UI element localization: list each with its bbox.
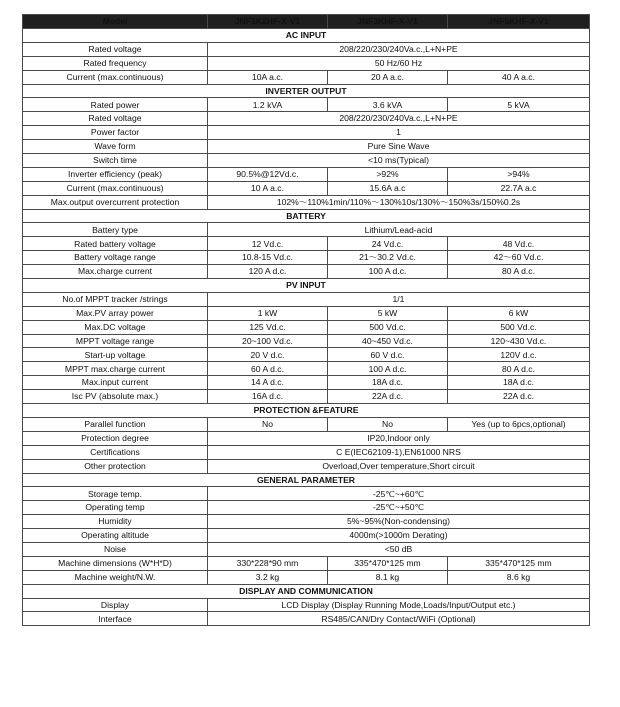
row-value-all-models: 208/220/230/240Va.c.,L+N+PE bbox=[208, 42, 590, 56]
row-value-model-1: 16A d.c. bbox=[208, 390, 328, 404]
section-title: INVERTER OUTPUT bbox=[23, 84, 590, 98]
row-value-all-models: -25℃~+50℃ bbox=[208, 501, 590, 515]
row-value-model-3: Yes (up to 6pcs,optional) bbox=[448, 417, 590, 431]
table-row bbox=[23, 306, 590, 320]
row-value-model-1: 120 A d.c. bbox=[208, 265, 328, 279]
row-label: Wave form bbox=[23, 140, 208, 154]
row-value-model-1: 10.8-15 Vd.c. bbox=[208, 251, 328, 265]
row-value-model-2: 8.1 kg bbox=[328, 570, 448, 584]
row-value-model-2: 22A d.c. bbox=[328, 390, 448, 404]
row-label: Parallel function bbox=[23, 417, 208, 431]
row-value-all-models: IP20,Indoor only bbox=[208, 431, 590, 445]
row-value-model-1: 90.5%@12Vd.c. bbox=[208, 167, 328, 181]
row-value-all-models: 1/1 bbox=[208, 292, 590, 306]
table-row bbox=[23, 237, 590, 251]
table-row bbox=[23, 390, 590, 404]
section-header-row bbox=[23, 584, 590, 598]
row-label: Rated power bbox=[23, 98, 208, 112]
section-title: PROTECTION &FEATURE bbox=[23, 404, 590, 418]
row-value-model-3: 48 Vd.c. bbox=[448, 237, 590, 251]
table-row bbox=[23, 362, 590, 376]
table-header-row bbox=[23, 15, 590, 29]
row-label: Max.charge current bbox=[23, 265, 208, 279]
row-label: Machine dimensions (W*H*D) bbox=[23, 556, 208, 570]
section-title: GENERAL PARAMETER bbox=[23, 473, 590, 487]
table-row bbox=[23, 98, 590, 112]
row-value-model-1: 60 A d.c. bbox=[208, 362, 328, 376]
section-title: AC INPUT bbox=[23, 29, 590, 43]
row-label: Noise bbox=[23, 542, 208, 556]
table-row bbox=[23, 598, 590, 612]
table-row bbox=[23, 292, 590, 306]
row-value-all-models: 5%~95%(Non-condensing) bbox=[208, 515, 590, 529]
row-value-model-3: 80 A d.c. bbox=[448, 265, 590, 279]
row-label: Max.PV array power bbox=[23, 306, 208, 320]
row-label: Current (max.continuous) bbox=[23, 70, 208, 84]
table-row bbox=[23, 556, 590, 570]
table-row bbox=[23, 459, 590, 473]
table-row bbox=[23, 223, 590, 237]
table-row bbox=[23, 181, 590, 195]
row-label: Battery type bbox=[23, 223, 208, 237]
section-title: DISPLAY AND COMMUNICATION bbox=[23, 584, 590, 598]
row-label: Certifications bbox=[23, 445, 208, 459]
row-label: Max.input current bbox=[23, 376, 208, 390]
row-value-model-3: 6 kW bbox=[448, 306, 590, 320]
row-value-model-1: 330*228*90 mm bbox=[208, 556, 328, 570]
row-value-model-3: 40 A a.c. bbox=[448, 70, 590, 84]
row-value-all-models: RS485/CAN/Dry Contact/WiFi (Optional) bbox=[208, 612, 590, 626]
table-row bbox=[23, 56, 590, 70]
row-value-model-3: 42～60 Vd.c. bbox=[448, 251, 590, 265]
row-value-all-models: <50 dB bbox=[208, 542, 590, 556]
row-value-all-models: 102%～110%1min/110%～130%10s/130%～150%3s/150%0.2s bbox=[208, 195, 590, 209]
table-row bbox=[23, 501, 590, 515]
row-label: Operating temp bbox=[23, 501, 208, 515]
table-row bbox=[23, 42, 590, 56]
section-header-row bbox=[23, 473, 590, 487]
row-label: Max.DC voltage bbox=[23, 320, 208, 334]
table-row bbox=[23, 167, 590, 181]
row-label: MPPT voltage range bbox=[23, 334, 208, 348]
table-row bbox=[23, 251, 590, 265]
spec-table bbox=[22, 14, 590, 626]
row-value-all-models: LCD Display (Display Running Mode,Loads/Input/Output etc.) bbox=[208, 598, 590, 612]
row-value-model-1: 20 V d.c. bbox=[208, 348, 328, 362]
row-value-all-models: <10 ms(Typical) bbox=[208, 154, 590, 168]
table-row bbox=[23, 334, 590, 348]
row-value-all-models: C E(IEC62109-1),EN61000 NRS bbox=[208, 445, 590, 459]
row-value-model-3: 22.7A a.c bbox=[448, 181, 590, 195]
row-value-model-2: 5 kW bbox=[328, 306, 448, 320]
row-value-model-3: 80 A d.c. bbox=[448, 362, 590, 376]
row-label: MPPT max.charge current bbox=[23, 362, 208, 376]
header-model-5: JNF5KHF-X-V1 bbox=[448, 15, 590, 29]
row-value-model-1: 14 A d.c. bbox=[208, 376, 328, 390]
row-value-all-models: 4000m(>1000m Derating) bbox=[208, 529, 590, 543]
row-label: Power factor bbox=[23, 126, 208, 140]
table-row bbox=[23, 348, 590, 362]
row-value-model-2: 20 A a.c. bbox=[328, 70, 448, 84]
row-label: Rated frequency bbox=[23, 56, 208, 70]
table-row bbox=[23, 195, 590, 209]
row-value-model-3: 8.6 kg bbox=[448, 570, 590, 584]
table-row bbox=[23, 112, 590, 126]
row-label: Current (max.continuous) bbox=[23, 181, 208, 195]
table-row bbox=[23, 126, 590, 140]
row-value-model-3: 120~430 Vd.c. bbox=[448, 334, 590, 348]
row-value-model-2: No bbox=[328, 417, 448, 431]
row-value-model-1: 125 Vd.c. bbox=[208, 320, 328, 334]
row-value-model-3: 18A d.c. bbox=[448, 376, 590, 390]
row-label: Display bbox=[23, 598, 208, 612]
row-label: Rated voltage bbox=[23, 42, 208, 56]
row-value-model-1: 10 A a.c. bbox=[208, 181, 328, 195]
row-value-all-models: -25℃~+60℃ bbox=[208, 487, 590, 501]
row-label: Protection degree bbox=[23, 431, 208, 445]
table-row bbox=[23, 320, 590, 334]
section-title: PV INPUT bbox=[23, 279, 590, 293]
row-label: Start-up voltage bbox=[23, 348, 208, 362]
table-row bbox=[23, 431, 590, 445]
row-value-all-models: 50 Hz/60 Hz bbox=[208, 56, 590, 70]
row-value-model-1: 20~100 Vd.c. bbox=[208, 334, 328, 348]
section-header-row bbox=[23, 29, 590, 43]
section-header-row bbox=[23, 279, 590, 293]
row-label: Max.output overcurrent protection bbox=[23, 195, 208, 209]
row-label: Isc PV (absolute max.) bbox=[23, 390, 208, 404]
table-row bbox=[23, 542, 590, 556]
row-label: Storage temp. bbox=[23, 487, 208, 501]
row-value-model-2: 335*470*125 mm bbox=[328, 556, 448, 570]
section-header-row bbox=[23, 84, 590, 98]
row-value-all-models: Lithium/Lead-acid bbox=[208, 223, 590, 237]
row-value-all-models: Overload,Over temperature,Short circuit bbox=[208, 459, 590, 473]
table-row bbox=[23, 515, 590, 529]
row-label: Switch time bbox=[23, 154, 208, 168]
section-header-row bbox=[23, 209, 590, 223]
header-model-3: JNF3KHF-X-V1 bbox=[328, 15, 448, 29]
row-value-all-models: 208/220/230/240Va.c.,L+N+PE bbox=[208, 112, 590, 126]
row-value-model-1: 1 kW bbox=[208, 306, 328, 320]
table-row bbox=[23, 140, 590, 154]
row-value-model-3: 22A d.c. bbox=[448, 390, 590, 404]
row-value-model-3: 500 Vd.c. bbox=[448, 320, 590, 334]
row-value-model-1: 12 Vd.c. bbox=[208, 237, 328, 251]
header-model: Model bbox=[23, 15, 208, 29]
row-value-model-1: 10A a.c. bbox=[208, 70, 328, 84]
table-row bbox=[23, 376, 590, 390]
row-label: Battery voltage range bbox=[23, 251, 208, 265]
row-label: Humidity bbox=[23, 515, 208, 529]
row-value-model-2: >92% bbox=[328, 167, 448, 181]
row-label: Other protection bbox=[23, 459, 208, 473]
header-model-1: JNF1K2HF-X-V1 bbox=[208, 15, 328, 29]
table-row bbox=[23, 612, 590, 626]
row-value-model-2: 100 A d.c. bbox=[328, 362, 448, 376]
row-value-model-3: 335*470*125 mm bbox=[448, 556, 590, 570]
row-value-model-2: 3.6 kVA bbox=[328, 98, 448, 112]
table-row bbox=[23, 445, 590, 459]
row-label: Inverter efficiency (peak) bbox=[23, 167, 208, 181]
row-label: Rated voltage bbox=[23, 112, 208, 126]
row-label: No.of MPPT tracker /strings bbox=[23, 292, 208, 306]
table-row bbox=[23, 265, 590, 279]
table-row bbox=[23, 70, 590, 84]
section-header-row bbox=[23, 404, 590, 418]
row-value-model-2: 500 Vd.c. bbox=[328, 320, 448, 334]
section-title: BATTERY bbox=[23, 209, 590, 223]
row-value-model-3: >94% bbox=[448, 167, 590, 181]
row-value-model-2: 18A d.c. bbox=[328, 376, 448, 390]
row-value-model-3: 5 kVA bbox=[448, 98, 590, 112]
row-value-model-2: 40~450 Vd.c. bbox=[328, 334, 448, 348]
table-row bbox=[23, 529, 590, 543]
row-value-model-1: No bbox=[208, 417, 328, 431]
row-value-all-models: Pure Sine Wave bbox=[208, 140, 590, 154]
table-row bbox=[23, 417, 590, 431]
row-value-model-2: 15.6A a.c bbox=[328, 181, 448, 195]
row-label: Machine weight/N.W. bbox=[23, 570, 208, 584]
table-row bbox=[23, 570, 590, 584]
row-value-model-2: 24 Vd.c. bbox=[328, 237, 448, 251]
row-label: Operating altitude bbox=[23, 529, 208, 543]
row-value-model-2: 21～30.2 Vd.c. bbox=[328, 251, 448, 265]
spec-table-body bbox=[23, 29, 590, 626]
row-label: Rated battery voltage bbox=[23, 237, 208, 251]
row-value-model-2: 100 A d.c. bbox=[328, 265, 448, 279]
table-row bbox=[23, 154, 590, 168]
row-value-all-models: 1 bbox=[208, 126, 590, 140]
row-value-model-1: 1.2 kVA bbox=[208, 98, 328, 112]
row-value-model-3: 120V d.c. bbox=[448, 348, 590, 362]
row-value-model-1: 3.2 kg bbox=[208, 570, 328, 584]
table-row bbox=[23, 487, 590, 501]
row-label: Interface bbox=[23, 612, 208, 626]
row-value-model-2: 60 V d.c. bbox=[328, 348, 448, 362]
